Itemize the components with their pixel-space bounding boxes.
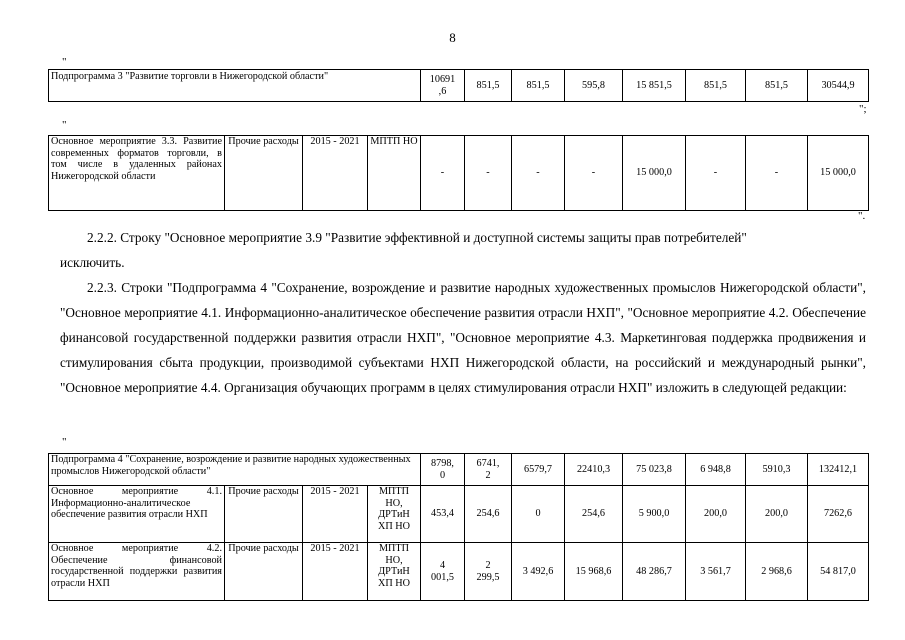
cell: 3 492,6 — [512, 543, 565, 601]
cell: 15 851,5 — [623, 70, 686, 102]
cell: 2 968,6 — [746, 543, 808, 601]
cell: 5 900,0 — [623, 486, 686, 543]
cell: 453,4 — [421, 486, 465, 543]
cell: 5910,3 — [746, 454, 808, 486]
cell: 851,5 — [746, 70, 808, 102]
cell: - — [465, 136, 512, 211]
cell: - — [565, 136, 623, 211]
table-measure-3-3 — [48, 135, 869, 211]
years: 2015 - 2021 — [303, 486, 368, 543]
table-subprogram-4 — [48, 453, 869, 601]
paragraph-2-2-2 — [60, 225, 866, 275]
cell: 15 968,6 — [565, 543, 623, 601]
table-row — [49, 486, 869, 543]
closing-quote: "; — [859, 103, 867, 115]
expense-type: Прочие расходы — [225, 486, 303, 543]
opening-quote: " — [62, 119, 67, 131]
executor: МПТП НО, ДРТиН ХП НО — [368, 486, 421, 543]
paragraph-text: 2.2.2. Строку "Основное мероприятие 3.9 "Развитие эффективной и доступной системы защиты прав потребителей" — [87, 230, 747, 245]
closing-quote: ". — [858, 210, 866, 222]
cell: 2 299,5 — [465, 543, 512, 601]
table-row — [49, 70, 869, 102]
cell: 595,8 — [565, 70, 623, 102]
cell: 8798, 0 — [421, 454, 465, 486]
cell: 22410,3 — [565, 454, 623, 486]
cell: 30544,9 — [808, 70, 869, 102]
cell: - — [512, 136, 565, 211]
executor: МПТП НО, ДРТиН ХП НО — [368, 543, 421, 601]
cell: 200,0 — [686, 486, 746, 543]
cell: 75 023,8 — [623, 454, 686, 486]
table-row — [49, 543, 869, 601]
cell: 132412,1 — [808, 454, 869, 486]
cell: 851,5 — [512, 70, 565, 102]
row-title: Подпрограмма 4 "Сохранение, возрождение и развитие народных художественных промыслов Нижегородской области" — [49, 454, 421, 486]
cell: 10691 ,6 — [421, 70, 465, 102]
cell: 7262,6 — [808, 486, 869, 543]
row-title: Подпрограмма 3 "Развитие торговли в Нижегородской области" — [49, 70, 421, 102]
cell: 6 948,8 — [686, 454, 746, 486]
cell: 6741, 2 — [465, 454, 512, 486]
measure-name: Основное мероприятие 4.1. Информационно-аналитическое обеспечение развития отрасли НХП — [49, 486, 225, 543]
page-number: 8 — [449, 30, 456, 45]
years: 2015 - 2021 — [303, 543, 368, 601]
measure-name: Основное мероприятие 4.2. Обеспечение финансовой государственной поддержки развития отрасли НХП — [49, 543, 225, 601]
cell: 6579,7 — [512, 454, 565, 486]
cell: 851,5 — [465, 70, 512, 102]
cell: 200,0 — [746, 486, 808, 543]
opening-quote: " — [62, 56, 67, 68]
cell: 15 000,0 — [808, 136, 869, 211]
cell: 48 286,7 — [623, 543, 686, 601]
executor: МПТП НО — [368, 136, 421, 211]
cell: 851,5 — [686, 70, 746, 102]
cell: 54 817,0 — [808, 543, 869, 601]
cell: 4 001,5 — [421, 543, 465, 601]
cell: - — [746, 136, 808, 211]
paragraph-2-2-3: 2.2.3. Строки "Подпрограмма 4 "Сохранение, возрождение и развитие народных художественных промыслов Нижегородской области", "Основное мероприятие 4.1. Информационно-аналитическое обеспечение развития отрасли НХП", "Основное мероприятие 4.2. Обеспечение финансовой государственной поддержки развития отрасли НХП", "Основное мероприятие 4.3. Маркетинговая поддержка продвижения и стимулирования сбыта продукции, производимой субъектами НХП Нижегородской области, на российский и международный рынки", "Основное мероприятие 4.4. Организация обучающих программ в целях стимулирования отрасли НХП" изложить в следующей редакции: — [60, 280, 866, 395]
table-row — [49, 136, 869, 211]
expense-type: Прочие расходы — [225, 136, 303, 211]
expense-type: Прочие расходы — [225, 543, 303, 601]
cell: - — [421, 136, 465, 211]
table-subprogram-3 — [48, 69, 869, 102]
cell: - — [686, 136, 746, 211]
table-row — [49, 454, 869, 486]
cell: 0 — [512, 486, 565, 543]
cell: 15 000,0 — [623, 136, 686, 211]
cell: 3 561,7 — [686, 543, 746, 601]
paragraph-text: исключить. — [60, 255, 125, 270]
opening-quote: " — [62, 436, 67, 448]
cell: 254,6 — [465, 486, 512, 543]
cell: 254,6 — [565, 486, 623, 543]
measure-name: Основное мероприятие 3.3. Развитие современных форматов торговли, в том числе в удаленных районах Нижегородской области — [49, 136, 225, 211]
years: 2015 - 2021 — [303, 136, 368, 211]
